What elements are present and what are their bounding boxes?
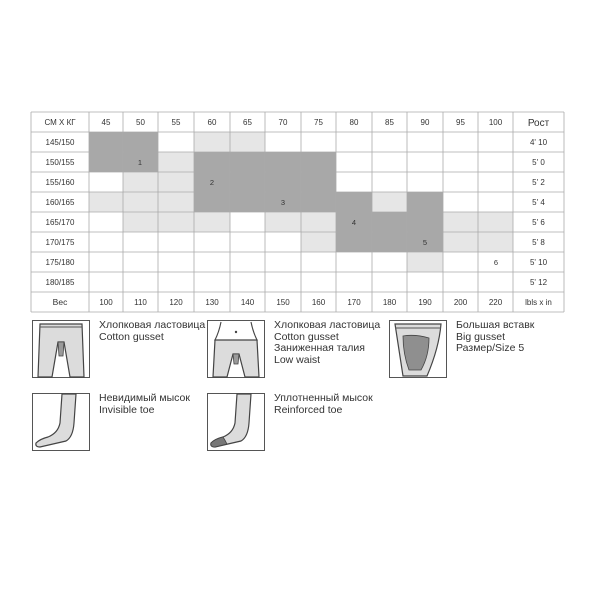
weight-lbs-footer: 140	[240, 298, 255, 307]
size-label: 2	[209, 178, 215, 187]
size-zone-cell	[336, 192, 372, 212]
low-waist-icon	[207, 320, 265, 378]
feature-low-waist	[274, 320, 380, 366]
footer-label: Вес	[52, 297, 68, 307]
size-zone-cell	[336, 232, 407, 252]
reinforced-toe-icon	[207, 393, 265, 451]
size-zone-cell	[265, 172, 336, 192]
weight-kg-header: 100	[488, 118, 503, 127]
weight-lbs-footer: 170	[347, 298, 361, 307]
row-height-ft: 5' 4	[532, 198, 545, 207]
size-label: 1	[137, 158, 143, 167]
feature-reinforced-toe	[274, 393, 373, 416]
weight-lbs-footer: 160	[311, 298, 326, 307]
size-zone-cell	[407, 192, 443, 212]
size-zone-cell	[89, 132, 158, 152]
size-zone-cell	[336, 212, 407, 232]
feature-cotton-gusset	[99, 320, 205, 343]
feature-text-en: Big gusset	[456, 330, 506, 343]
corner-label: СМ Х КГ	[44, 118, 76, 127]
feature-text-ru: Большая вставк	[456, 319, 535, 331]
row-height-ft: 5' 12	[529, 278, 548, 287]
size-zone-cell	[265, 212, 336, 232]
size-zone-cell	[230, 172, 265, 192]
weight-lbs-footer: 180	[382, 298, 397, 307]
size-zone-cell	[89, 152, 158, 172]
size-label: 5	[422, 238, 428, 247]
row-height-ft: 5' 8	[532, 238, 545, 247]
weight-lbs-footer: 190	[418, 298, 432, 307]
feature-text-ru: Хлопковая ластовица	[274, 319, 381, 331]
cotton-gusset-icon	[32, 320, 90, 378]
row-height-cm: 170/175	[45, 238, 75, 247]
feature-text-en: Low waist	[274, 353, 321, 366]
size-label: 4	[351, 218, 357, 227]
weight-lbs-footer: 150	[276, 298, 290, 307]
weight-kg-header: 75	[314, 118, 323, 127]
weight-kg-header: 85	[385, 118, 394, 127]
row-height-cm: 145/150	[45, 138, 75, 147]
row-height-cm: 175/180	[45, 258, 75, 267]
row-height-ft: 5' 6	[532, 218, 545, 227]
weight-lbs-footer: 100	[99, 298, 113, 307]
feature-size-text: Размер/Size 5	[456, 342, 525, 354]
size-zone-cell	[194, 152, 265, 172]
row-height-cm: 180/185	[45, 278, 75, 287]
feature-text-en: Invisible toe	[99, 403, 155, 416]
footer-units: lbls x in	[525, 298, 552, 307]
feature-text-en: Cotton gusset	[274, 330, 339, 343]
weight-kg-header: 60	[207, 118, 217, 127]
weight-lbs-footer: 120	[169, 298, 183, 307]
weight-kg-header: 95	[456, 118, 465, 127]
row-height-cm: 155/160	[45, 178, 75, 187]
weight-kg-header: 70	[278, 118, 288, 127]
row-height-cm: 160/165	[45, 198, 75, 207]
big-gusset-icon	[389, 320, 447, 378]
weight-kg-header: 50	[136, 118, 145, 127]
feature-text-ru: Хлопковая ластовица	[99, 319, 206, 331]
row-height-ft: 4' 10	[529, 138, 548, 147]
weight-kg-header: 80	[349, 118, 359, 127]
feature-text-en: Cotton gusset	[99, 330, 164, 343]
row-height-ft: 5' 10	[529, 258, 548, 267]
size-zone-cell	[265, 192, 336, 212]
feature-text-ru: Уплотненный мысок	[274, 392, 373, 404]
size-label: 3	[280, 198, 286, 207]
row-height-ft: 5' 2	[532, 178, 545, 187]
size-zone-cell	[89, 192, 194, 212]
feature-invisible-toe	[99, 393, 190, 416]
row-height-ft: 5' 0	[532, 158, 545, 167]
weight-lbs-footer: 220	[488, 298, 503, 307]
size-zone-cell	[158, 152, 194, 172]
size-zone-cell	[194, 132, 265, 152]
size-label: 6	[493, 258, 499, 267]
weight-lbs-footer: 130	[205, 298, 219, 307]
size-zone-cell	[123, 172, 194, 192]
weight-kg-header: 65	[243, 118, 252, 127]
height-header: Рост	[527, 118, 550, 129]
size-zone-cell	[194, 192, 265, 212]
size-zone-cell	[407, 212, 443, 232]
feature-text-en: Reinforced toe	[274, 403, 343, 416]
weight-kg-header: 55	[171, 118, 181, 127]
row-height-cm: 150/155	[45, 158, 75, 167]
size-zone-cell	[407, 252, 443, 272]
size-zone-cell	[123, 212, 230, 232]
feature-text-ru: Заниженная талия	[274, 342, 365, 354]
weight-lbs-footer: 200	[453, 298, 468, 307]
invisible-toe-icon	[32, 393, 90, 451]
size-zone-cell	[265, 152, 336, 172]
row-height-cm: 165/170	[45, 218, 75, 227]
weight-kg-header: 45	[101, 118, 111, 127]
feature-text-ru: Невидимый мысок	[99, 392, 190, 404]
weight-lbs-footer: 110	[134, 298, 147, 307]
weight-kg-header: 90	[420, 118, 430, 127]
feature-big-gusset	[456, 320, 534, 355]
